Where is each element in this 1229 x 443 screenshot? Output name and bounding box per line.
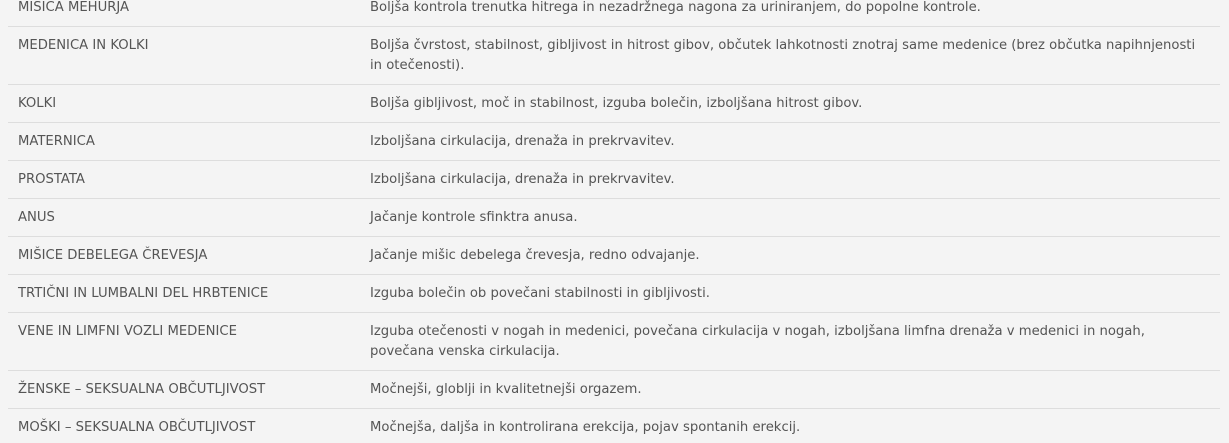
effect-cell: Izguba bolečin ob povečani stabilnosti in gibljivosti. [350,275,1220,313]
effect-cell: Močnejši, globlji in kvalitetnejši orgazem. [350,371,1220,409]
benefits-table-body [8,0,1220,443]
area-cell: MIŠICE DEBELEGA ČREVESJA [8,237,350,275]
area-cell: PROSTATA [8,161,350,199]
table-row [8,409,1220,443]
effect-cell: Izguba otečenosti v nogah in medenici, povečana cirkulacija v nogah, izboljšana limfna drenaža v medenici in nogah, povečana venska cirkulacija. [350,313,1220,371]
effect-cell: Boljša kontrola trenutka hitrega in nezadržnega nagona za uriniranjem, do popolne kontrole. [350,0,1220,27]
area-cell: TRTIČNI IN LUMBALNI DEL HRBTENICE [8,275,350,313]
effect-cell: Izboljšana cirkulacija, drenaža in prekrvavitev. [350,161,1220,199]
table-row [8,161,1220,199]
effect-cell: Jačanje mišic debelega črevesja, redno odvajanje. [350,237,1220,275]
effect-cell: Jačanje kontrole sfinktra anusa. [350,199,1220,237]
effect-cell: Izboljšana cirkulacija, drenaža in prekrvavitev. [350,123,1220,161]
area-cell: ANUS [8,199,350,237]
table-row [8,27,1220,85]
area-cell: MOŠKI – SEKSUALNA OBČUTLJIVOST [8,409,350,443]
area-cell: KOLKI [8,85,350,123]
table-row [8,199,1220,237]
table-row [8,275,1220,313]
area-cell: ŽENSKE – SEKSUALNA OBČUTLJIVOST [8,371,350,409]
table-row [8,313,1220,371]
effect-cell: Boljša gibljivost, moč in stabilnost, izguba bolečin, izboljšana hitrost gibov. [350,85,1220,123]
table-row [8,123,1220,161]
table-row [8,237,1220,275]
area-cell: VENE IN LIMFNI VOZLI MEDENICE [8,313,350,371]
area-cell: MIŠICA MEHURJA [8,0,350,27]
benefits-table [8,0,1220,443]
effect-cell: Boljša čvrstost, stabilnost, gibljivost in hitrost gibov, občutek lahkotnosti znotraj same medenice (brez občutka napihnjenosti in otečenosti). [350,27,1220,85]
area-cell: MATERNICA [8,123,350,161]
area-cell: MEDENICA IN KOLKI [8,27,350,85]
effect-cell: Močnejša, daljša in kontrolirana erekcija, pojav spontanih erekcij. [350,409,1220,443]
table-row [8,85,1220,123]
table-row [8,0,1220,27]
table-row [8,371,1220,409]
